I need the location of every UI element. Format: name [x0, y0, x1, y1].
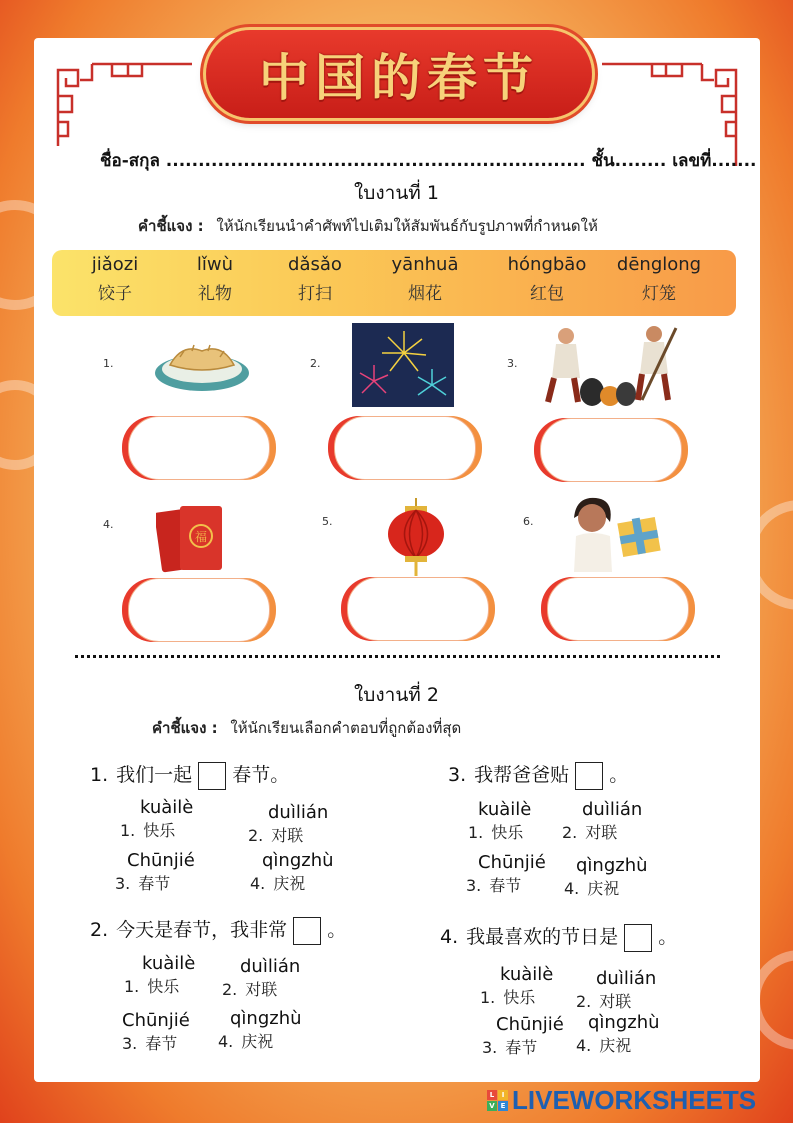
option-item[interactable]	[248, 802, 328, 846]
fireworks-image	[352, 323, 454, 407]
option-hanzi: 快乐	[147, 977, 180, 996]
option-hanzi: 庆祝	[599, 1036, 632, 1055]
option-pinyin: Chūnjié	[127, 850, 195, 871]
option-number: 3.	[482, 1038, 498, 1057]
answer-box-5[interactable]	[347, 577, 489, 641]
instruction-text: ให้นักเรียนเลือกคำตอบที่ถูกต้องที่สุด	[230, 719, 462, 737]
word-hanzi: 灯笼	[642, 284, 676, 304]
option-number: 2.	[562, 823, 578, 842]
question-text-before: 我们一起	[116, 764, 193, 786]
question-text-after: 。	[327, 919, 347, 941]
option-item[interactable]	[562, 799, 642, 843]
word-hanzi: 饺子	[98, 284, 132, 304]
section-divider	[75, 655, 720, 658]
option-pinyin: qìngzhù	[576, 855, 648, 876]
answer-box-3[interactable]	[540, 418, 682, 482]
word-bank	[52, 250, 736, 316]
question-number: 3.	[448, 764, 467, 786]
answer-box-2[interactable]	[334, 416, 476, 480]
picture-number: 3.	[507, 357, 518, 370]
option-item[interactable]	[250, 850, 334, 894]
logo-letter: I	[498, 1090, 508, 1100]
answer-box-1[interactable]	[128, 416, 270, 480]
option-pinyin: kuàilè	[142, 953, 196, 974]
word-pinyin: hóngbāo	[507, 254, 587, 275]
option-number: 3.	[115, 874, 131, 893]
svg-text:福: 福	[194, 530, 208, 544]
option-hanzi: 快乐	[143, 821, 176, 840]
option-item[interactable]	[120, 797, 193, 841]
option-pinyin: qìngzhù	[588, 1012, 660, 1033]
option-number: 1.	[468, 823, 484, 842]
option-item[interactable]	[466, 852, 546, 896]
option-item[interactable]	[122, 1010, 190, 1054]
answer-blank[interactable]	[293, 917, 321, 945]
logo-mark-icon	[487, 1090, 508, 1111]
option-item[interactable]	[218, 1008, 302, 1052]
title-banner	[206, 30, 592, 118]
option-hanzi: 春节	[145, 1034, 178, 1053]
option-hanzi: 对联	[245, 980, 278, 999]
logo-letter: L	[487, 1090, 497, 1100]
option-hanzi: 春节	[138, 874, 171, 893]
answer-blank[interactable]	[575, 762, 603, 790]
question-text-after: 。	[658, 926, 678, 948]
liveworksheets-logo[interactable]	[487, 1085, 756, 1115]
option-pinyin: qìngzhù	[262, 850, 334, 871]
option-item[interactable]	[124, 953, 195, 997]
option-number: 2.	[222, 980, 238, 999]
corner-ornament-left	[52, 56, 192, 146]
option-item[interactable]	[576, 1012, 660, 1056]
worksheet2-heading: ใบงานที่ 2	[354, 684, 439, 706]
option-number: 4.	[250, 874, 266, 893]
word-hanzi: 礼物	[198, 284, 232, 304]
option-number: 3.	[122, 1034, 138, 1053]
option-pinyin: duìlián	[582, 799, 643, 820]
option-hanzi: 对联	[271, 826, 304, 845]
answer-box-6[interactable]	[547, 577, 689, 641]
answer-blank[interactable]	[198, 762, 226, 790]
instruction-label: คำชี้แจง :	[152, 719, 218, 737]
word-pinyin: lǐwù	[196, 254, 234, 275]
worksheet2-instruction	[152, 716, 461, 740]
option-item[interactable]	[222, 956, 300, 1000]
picture-number: 4.	[103, 518, 114, 531]
question-text-before: 今天是春节，我非常	[116, 919, 288, 941]
word-pinyin: yānhuā	[391, 254, 459, 275]
option-number: 3.	[466, 876, 482, 895]
question-number: 4.	[440, 926, 459, 948]
option-number: 1.	[120, 821, 136, 840]
option-pinyin: Chūnjié	[122, 1010, 190, 1031]
picture-number: 6.	[523, 515, 534, 528]
picture-number: 2.	[310, 357, 321, 370]
word-bank-item[interactable]	[492, 254, 602, 304]
option-hanzi: 春节	[505, 1038, 538, 1057]
dumplings-image	[152, 335, 252, 393]
cleaning-image	[534, 322, 686, 410]
gift-image	[566, 494, 666, 574]
worksheet1-heading: ใบงานที่ 1	[354, 182, 439, 204]
option-hanzi: 快乐	[491, 823, 524, 842]
question-1	[90, 760, 289, 790]
option-hanzi: 庆祝	[273, 874, 306, 893]
question-text-before: 我帮爸爸贴	[474, 764, 570, 786]
picture-number: 1.	[103, 357, 114, 370]
answer-blank[interactable]	[624, 924, 652, 952]
option-number: 4.	[218, 1032, 234, 1051]
option-number: 2.	[248, 826, 264, 845]
word-bank-item[interactable]	[370, 254, 480, 304]
logo-letter: V	[487, 1101, 497, 1111]
option-hanzi: 春节	[489, 876, 522, 895]
picture-number: 5.	[322, 515, 333, 528]
answer-box-4[interactable]	[128, 578, 270, 642]
red-envelope-image	[156, 502, 226, 574]
option-number: 4.	[576, 1036, 592, 1055]
question-text-after: 春节。	[232, 764, 290, 786]
option-number: 4.	[564, 879, 580, 898]
option-pinyin: duìlián	[596, 968, 657, 989]
option-hanzi: 快乐	[503, 988, 536, 1007]
page-title: 中国的春节	[259, 48, 539, 107]
option-item[interactable]	[480, 964, 553, 1008]
lantern-image	[385, 498, 447, 578]
word-pinyin: dēnglong	[616, 254, 702, 275]
question-number: 1.	[90, 764, 109, 786]
word-bank-item[interactable]	[60, 254, 170, 304]
option-item[interactable]	[468, 799, 531, 843]
question-text-after: 。	[609, 764, 629, 786]
logo-letter: E	[498, 1101, 508, 1111]
word-pinyin: jiǎozi	[91, 254, 139, 275]
word-hanzi: 打扫	[298, 284, 332, 304]
option-hanzi: 对联	[599, 992, 632, 1011]
question-number: 2.	[90, 919, 109, 941]
word-bank-item[interactable]	[604, 254, 714, 304]
question-3	[448, 760, 628, 790]
option-item[interactable]	[115, 850, 195, 894]
option-item[interactable]	[576, 968, 656, 1012]
option-pinyin: qìngzhù	[230, 1008, 302, 1029]
option-pinyin: Chūnjié	[478, 852, 546, 873]
option-number: 1.	[480, 988, 496, 1007]
worksheet1-instruction	[138, 214, 598, 238]
option-number: 2.	[576, 992, 592, 1011]
option-hanzi: 对联	[585, 823, 618, 842]
word-bank-item[interactable]	[260, 254, 370, 304]
option-item[interactable]	[564, 855, 648, 899]
option-pinyin: duìlián	[268, 802, 329, 823]
word-hanzi: 烟花	[408, 284, 442, 304]
question-4	[440, 922, 677, 952]
option-pinyin: kuàilè	[140, 797, 194, 818]
brand-name: LIVEWORKSHEETS	[512, 1084, 757, 1115]
option-hanzi: 庆祝	[587, 879, 620, 898]
option-pinyin: kuàilè	[500, 964, 554, 985]
option-item[interactable]	[482, 1014, 564, 1058]
instruction-label: คำชี้แจง :	[138, 217, 204, 235]
question-2	[90, 915, 346, 945]
word-bank-item[interactable]	[160, 254, 270, 304]
word-hanzi: 红包	[530, 284, 564, 304]
student-info-line: ชื่อ-สกุล ................................................................. ชั้น........ เลขที่.......	[100, 151, 757, 171]
instruction-text: ให้นักเรียนนำคำศัพท์ไปเติมให้สัมพันธ์กับรูปภาพที่กำหนดให้	[216, 217, 598, 235]
option-pinyin: Chūnjié	[496, 1014, 564, 1035]
option-hanzi: 庆祝	[241, 1032, 274, 1051]
option-pinyin: kuàilè	[478, 799, 532, 820]
question-text-before: 我最喜欢的节日是	[466, 926, 619, 948]
word-pinyin: dǎsǎo	[288, 254, 342, 275]
option-number: 1.	[124, 977, 140, 996]
option-pinyin: duìlián	[240, 956, 301, 977]
